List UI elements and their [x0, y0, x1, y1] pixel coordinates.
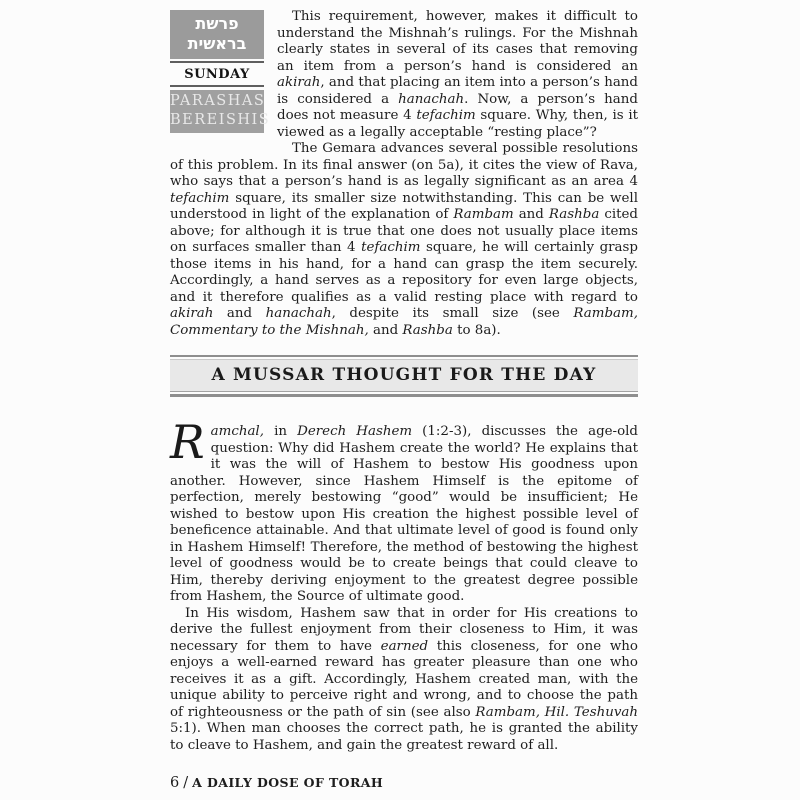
- parashah-sidebar: [170, 10, 271, 133]
- parashah-name-box: [170, 90, 271, 133]
- gemara-paragraph-1: This requirement, however, makes it difficult to understand the Mishnah’s rulings. For the Mishnah clearly states in several of its cases that removing an item from a person’s hand is considered an akirah, and that placing an item into a person’s hand is considered a hanachah. Now, a person’s hand does not measure 4 tefachim square. Why, then, is it viewed as a legally acceptable “resting place”?: [277, 9, 638, 140]
- page-footer: [170, 772, 383, 791]
- hebrew-line-1: פרשת: [195, 14, 239, 33]
- hebrew-parashah-box: [170, 10, 264, 59]
- book-title: A DAILY DOSE OF TORAH: [192, 775, 384, 790]
- mussar-paragraph-2: In His wisdom, Hashem saw that in order for His creations to derive the fullest enjoyment from their closeness to Him, it was necessary for them to have earned this closeness, for one who enjoys a well-earned reward has greater pleasure than one who receives it as a gift. Accordingly, Hashem created man, with the unique ability to perceive right and wrong, and to choose the path of righteousness or the path of sin (see also Rambam, Hil. Teshuvah 5:1). When man chooses the correct path, he is granted the ability to cleave to Hashem, and gain the greatest reward of all.: [170, 605, 638, 753]
- mussar-section-title: A MUSSAR THOUGHT FOR THE DAY: [170, 359, 638, 392]
- gemara-section: [170, 9, 638, 339]
- hebrew-line-2: בראשית: [187, 34, 247, 53]
- mussar-section: [170, 415, 639, 754]
- drop-cap: R: [170, 415, 205, 469]
- mussar-section-header: [170, 355, 638, 397]
- mussar-paragraph-1-text: amchal, in Derech Hashem (1:2-3), discusses the age-old question: Why did Hashem create the world? He explains that it was the will of Hashem to bestow His goodness upon another. However, since Hashem Himself is the epitome of perfection, merely bestowing “good” would be insufficient; He wished to bestow upon His creation the highest possible level of beneficence attainable. And that ultimate level of good is found only in Hashem Himself! Therefore, the method of bestowing the highest level of goodness would be to create beings that could cleave to Him, thereby deriving enjoyment to the greatest degree possible from Hashem, the Source of ultimate good.: [170, 424, 639, 604]
- gemara-paragraph-2: The Gemara advances several possible resolutions of this problem. In its final answer (on 5a), it cites the view of Rava, who says that a person’s hand is as legally significant as an area 4 tefachim square, its smaller size notwithstanding. This can be well understood in light of the explanation of Rambam and Rashba cited above; for although it is true that one does not usually place items on surfaces smaller than 4 tefachim square, he will certainly grasp those items in his hand, for a hand can grasp the item securely. Accordingly, a hand serves as a repository for even large objects, and it therefore qualifies as a valid resting place with regard to akirah and hanachah, despite its small size (see Rambam, Commentary to the Mishnah, and Rashba to 8a).: [170, 141, 638, 338]
- day-label: SUNDAY: [170, 61, 264, 87]
- page-number: 6: [170, 775, 180, 791]
- mussar-paragraph-1: [170, 415, 639, 606]
- footer-separator: /: [183, 775, 189, 791]
- parashah-line-2: BEREISHIS: [170, 112, 271, 128]
- parashah-line-1: PARASHAS: [170, 93, 266, 109]
- page-content: [170, 9, 638, 754]
